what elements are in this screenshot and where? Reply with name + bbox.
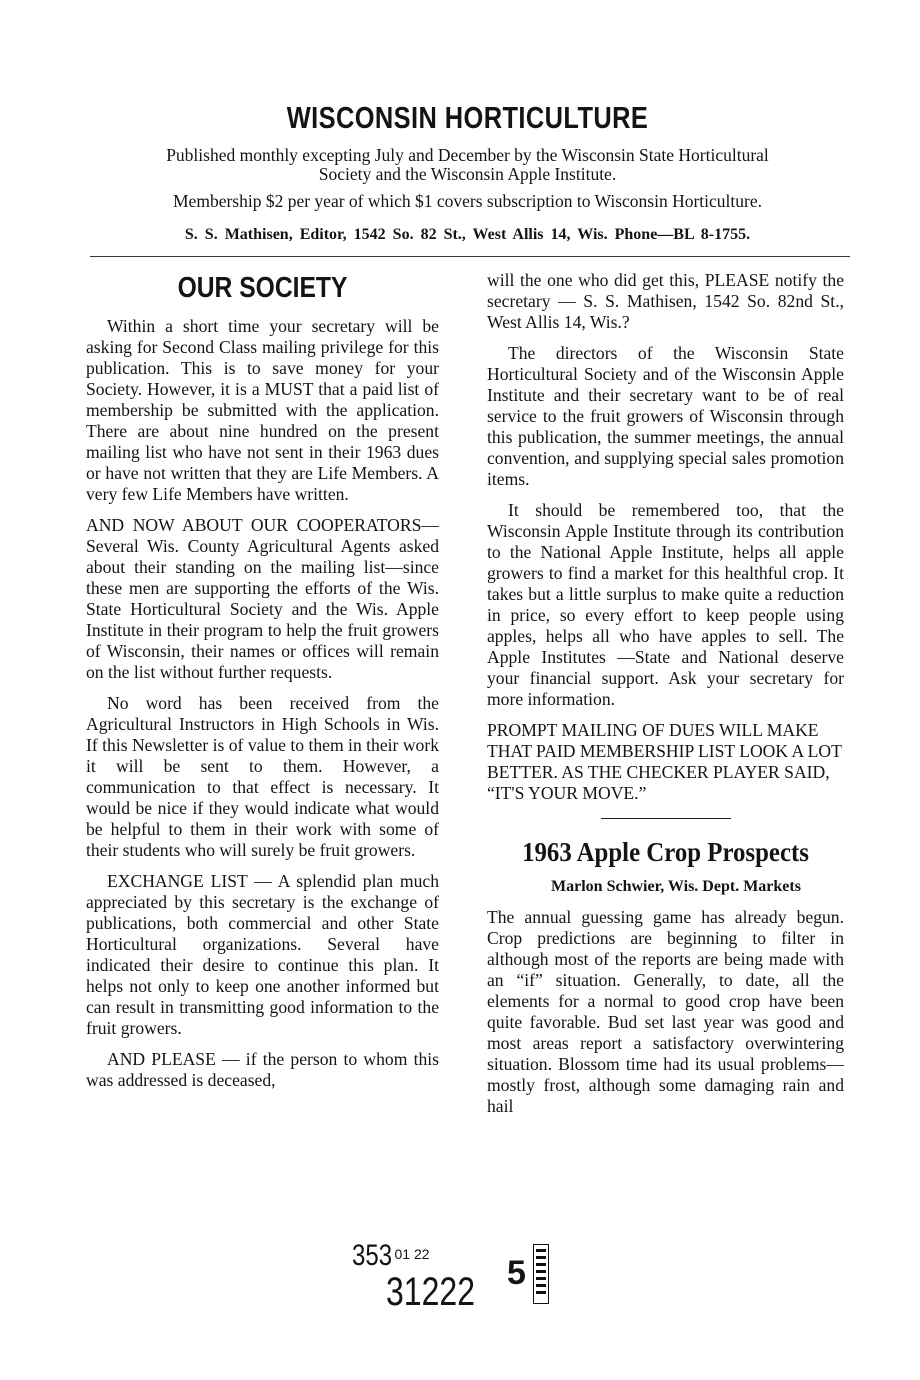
publication-info-line-2: Society and the Wisconsin Apple Institute.: [318, 164, 617, 184]
paragraph: AND NOW ABOUT OUR COOPERATORS—Several Wis. County Agricultural Agents asked about their standing on the mailing list—since these men are supporting the efforts of the Wis. State Horticultural Society and the Wis. Apple Institute in their program to help the fruit growers of Wisconsin, their names or offices will remain on the list without further requests.: [86, 515, 439, 682]
left-column: [86, 270, 439, 1101]
article-body: The annual guessing game has already begun. Crop predictions are beginning to filter in although most of the reports are being made with an “if” situation. Generally, to date, all the elements for a normal to good crop have been quite favorable. Bud set last year was good and most areas report a satisfactory overwintering situation. Blossom time had its usual problems—mostly frost, although some damaging rain and hail: [487, 907, 844, 1116]
editor-info: S. S. Mathisen, Editor, 1542 So. 82 St., West Allis 14, Wis. Phone—BL 8-1755.: [184, 226, 751, 243]
publication-title: WISCONSIN HORTICULTURE: [286, 100, 649, 135]
paragraph: The directors of the Wisconsin State Horticultural Society and of the Wisconsin Apple Institute and their secretary want to be of real service to the fruit growers of Wisconsin through this publication, the summer meetings, the annual convention, and supplying special sales promotion items.: [487, 343, 844, 489]
right-column: [487, 270, 844, 1127]
paragraph: EXCHANGE LIST — A splendid plan much appreciated by this secretary is the exchange of publications, both commercial and other State Horticultural organizations. Several have indicated their desire to continue this plan. It helps not only to keep one another informed but can result in transmitting good information to the fruit growers.: [86, 871, 439, 1038]
section-divider: [601, 818, 731, 819]
article-title: 1963 Apple Crop Prospects: [522, 837, 809, 867]
masthead-divider: [90, 256, 850, 257]
article-byline: Marlon Schwier, Wis. Dept. Markets: [551, 878, 801, 895]
stamp-number: 353: [352, 1239, 393, 1272]
membership-info: Membership $2 per year of which $1 covers subscription to Wisconsin Horticulture.: [173, 191, 762, 211]
paragraph: Within a short time your secretary will be asking for Second Class mailing privilege for this publication. This is to save money for your Society. However, it is a MUST that a paid list of membership be submitted with the application. There are about nine hundred on the present mailing list who have not sent in their 1963 dues or have not written that they are Life Members. A very few Life Members have written.: [86, 316, 439, 504]
archive-mark-number: 5: [507, 1254, 526, 1292]
stamp-small-number: 01 22: [394, 1246, 430, 1262]
continued-paragraph: will the one who did get this, PLEASE notify the secretary — S. S. Mathisen, 1542 So. 82nd St., West Allis 14, Wis.?: [487, 270, 844, 332]
paragraph: No word has been received from the Agricultural Instructors in High Schools in Wis. If this Newsletter is of value to them in their work it will be sent to them. However, a communication to that effect is necessary. It would be nice if they would indicate what would be helpful to them in their work with some of their students who will surely be fruit growers.: [86, 693, 439, 860]
archive-stamp: [352, 1240, 492, 1312]
paragraph: AND PLEASE — if the person to whom this was addressed is deceased,: [86, 1049, 439, 1090]
stamp-code: 31222: [386, 1270, 475, 1314]
publication-info-line-1: Published monthly excepting July and December by the Wisconsin State Horticultural: [166, 145, 769, 165]
archive-mark: [507, 1244, 547, 1304]
paragraph: It should be remembered too, that the Wisconsin Apple Institute through its contribution to the National Apple Institute, helps all apple growers to find a market for this healthful crop. It takes but a little surplus to make quite a reduction in price, so every effort to keep people using apples, helps all who have apples to sell. The Apple Institutes —State and National deserve your financial support. Ask your secretary for more information.: [487, 500, 844, 709]
archive-barcode-icon: [533, 1244, 549, 1304]
dues-reminder: PROMPT MAILING OF DUES WILL MAKE THAT PAID MEMBERSHIP LIST LOOK A LOT BETTER. AS THE CHECKER PLAYER SAID, “IT'S YOUR MOVE.”: [487, 720, 842, 803]
our-society-heading: OUR SOCIETY: [177, 272, 348, 304]
masthead: [80, 98, 855, 260]
